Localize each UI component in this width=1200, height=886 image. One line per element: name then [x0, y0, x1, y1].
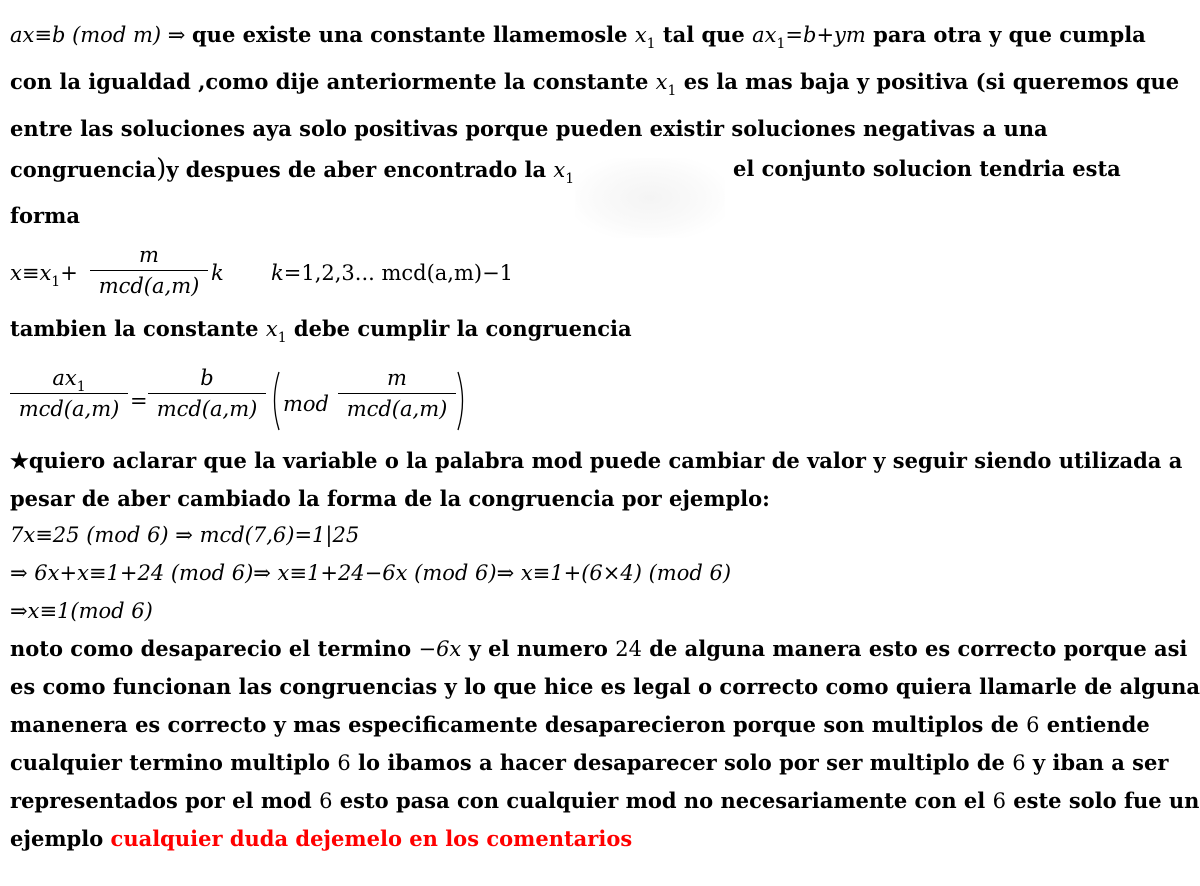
math-congruence: ax≡b (mod m) ⇒ — [10, 23, 192, 47]
text-line-7 — [10, 448, 1182, 474]
math-inline: 6 — [1012, 751, 1026, 775]
text-segment: y el numero — [461, 636, 616, 661]
fraction-denominator: mcd(a,m) — [18, 397, 120, 421]
text-line-p2 — [10, 674, 1200, 700]
text-line-3 — [10, 116, 1048, 142]
right-paren — [455, 370, 469, 432]
math-inline: 6 — [337, 751, 351, 775]
text-segment: y despues de aber encontrado la — [166, 157, 554, 182]
text-line-p1 — [10, 636, 1187, 662]
fraction-denominator: mcd(a,m) — [98, 274, 200, 298]
text-line-p4 — [10, 750, 1168, 776]
math-ax: ax — [52, 366, 77, 390]
smudge-artifact — [575, 158, 725, 238]
text-line-p3 — [10, 712, 1150, 738]
math-plus: + — [60, 261, 78, 285]
text-segment: es la mas baja y positiva (si queremos que — [676, 69, 1180, 94]
text-segment: tal que — [655, 22, 753, 47]
text-segment: que existe una constante llamemosle — [192, 22, 635, 47]
math-subscript: 1 — [565, 171, 575, 187]
math-example: 7x≡25 (mod 6) ⇒ mcd(7,6)=1|25 — [10, 523, 360, 547]
math-k: k — [211, 261, 224, 285]
fraction-denominator: mcd(a,m) — [346, 397, 448, 421]
math-mod — [283, 391, 329, 417]
fraction-numerator: m — [139, 243, 159, 267]
text-line-1 — [10, 22, 1146, 57]
example-line-2 — [10, 560, 731, 586]
math-ax: ax — [752, 23, 777, 47]
math-subscript: 1 — [646, 36, 656, 52]
math-k: k — [271, 261, 284, 285]
fraction-bar — [338, 393, 456, 394]
left-paren — [268, 370, 282, 432]
math-range: =1,2,3... mcd(a,m)−1 — [283, 261, 514, 285]
text-line-p6 — [10, 826, 632, 852]
text-line-p5 — [10, 788, 1199, 814]
math-equals — [130, 388, 148, 414]
text-line-2 — [10, 69, 1179, 104]
fraction-bar — [10, 393, 128, 394]
text-segment: tambien la constante — [10, 316, 266, 341]
math-lhs: x≡x — [10, 261, 52, 285]
math-x: x — [634, 23, 647, 47]
math-x1 — [655, 70, 677, 99]
fraction-bar — [90, 270, 208, 271]
math-example: ⇒ 6x+x≡1+24 (mod 6)⇒ x≡1+24−6x (mod 6)⇒ x≡1+(6×4) (mod 6) — [10, 561, 732, 585]
text-segment: entiende — [1039, 712, 1150, 737]
text-segment: el conjunto solucion tendria esta — [733, 156, 1121, 181]
math-subscript: 1 — [277, 330, 287, 346]
text-segment: representados por el mod — [10, 788, 320, 813]
text-segment: entre las soluciones aya solo positivas porque pueden existir soluciones negativas a una — [10, 116, 1048, 141]
math-inline: 6 — [992, 789, 1006, 813]
text-segment: ★quiero aclarar que la variable o la palabra mod puede cambiar de valor y seguir siendo utilizada a — [10, 448, 1183, 473]
math-inline: 6 — [1026, 713, 1040, 737]
math-inline: 24 — [615, 637, 642, 661]
text-segment: manenera es correcto y mas especificamente desaparecieron porque son multiplos de — [10, 712, 1027, 737]
fraction-m-over-mcd — [90, 242, 208, 299]
example-line-1 — [10, 522, 359, 548]
text-segment: este solo fue un — [1005, 788, 1200, 813]
formula-k — [211, 260, 224, 286]
text-segment: para otra y que cumpla — [865, 22, 1146, 47]
close-paren: ) — [156, 154, 167, 184]
text-segment: noto como desaparecio el termino — [10, 636, 419, 661]
math-subscript: 1 — [776, 36, 786, 52]
text-segment: y iban a ser — [1025, 750, 1169, 775]
math-mod-word: mod — [283, 392, 329, 416]
text-segment: con la igualdad ,como dije anteriormente la constante — [10, 69, 656, 94]
math-equation: =b+ym — [785, 23, 866, 47]
math-subscript: 1 — [51, 274, 61, 290]
formula-range — [271, 260, 513, 286]
text-segment: esto pasa con cualquier mod no necesariamente con el — [332, 788, 993, 813]
math-x1 — [634, 23, 656, 52]
text-segment: pesar de aber cambiado la forma de la congruencia por ejemplo: — [10, 486, 770, 511]
math-x: x — [655, 70, 668, 94]
fraction-numerator: b — [200, 366, 214, 390]
text-segment: cualquier termino multiplo — [10, 750, 338, 775]
text-segment: de alguna manera esto es correcto porque asi — [642, 636, 1188, 661]
fraction-ax1-over-mcd — [10, 365, 128, 422]
math-inline: −6x — [418, 637, 462, 661]
comment-invitation: cualquier duda dejemelo en los comentarios — [110, 826, 633, 851]
math-subscript: 1 — [76, 379, 86, 395]
text-segment: congruencia — [10, 157, 157, 182]
text-segment: debe cumplir la congruencia — [286, 316, 632, 341]
fraction-b-over-mcd — [148, 365, 266, 422]
math-eq: = — [130, 389, 148, 413]
math-x1 — [553, 158, 575, 187]
fraction-bar — [148, 393, 266, 394]
fraction-numerator — [10, 365, 128, 395]
example-line-3 — [10, 598, 153, 624]
text-segment: es como funcionan las congruencias y lo que hice es legal o correcto como quiera llamarle de alguna — [10, 674, 1200, 699]
text-line-5 — [10, 203, 80, 229]
math-ax1 — [752, 23, 786, 52]
fraction-m-over-mcd-2 — [338, 365, 456, 422]
formula-solution-set — [10, 260, 78, 295]
text-line-6 — [10, 316, 632, 351]
math-inline: 6 — [319, 789, 333, 813]
math-example: ⇒x≡1(mod 6) — [10, 599, 153, 623]
fraction-numerator: m — [387, 366, 407, 390]
text-segment: ejemplo — [10, 826, 111, 851]
text-segment: forma — [10, 203, 80, 228]
math-x: x — [553, 158, 566, 182]
math-x1 — [265, 317, 287, 346]
text-line-4b — [733, 156, 1121, 182]
text-segment: lo ibamos a hacer desaparecer solo por ser multiplo de — [350, 750, 1013, 775]
fraction-denominator: mcd(a,m) — [156, 397, 258, 421]
math-x: x — [265, 317, 278, 341]
text-line-4 — [10, 156, 574, 192]
text-line-8 — [10, 486, 770, 512]
math-subscript: 1 — [667, 83, 677, 99]
